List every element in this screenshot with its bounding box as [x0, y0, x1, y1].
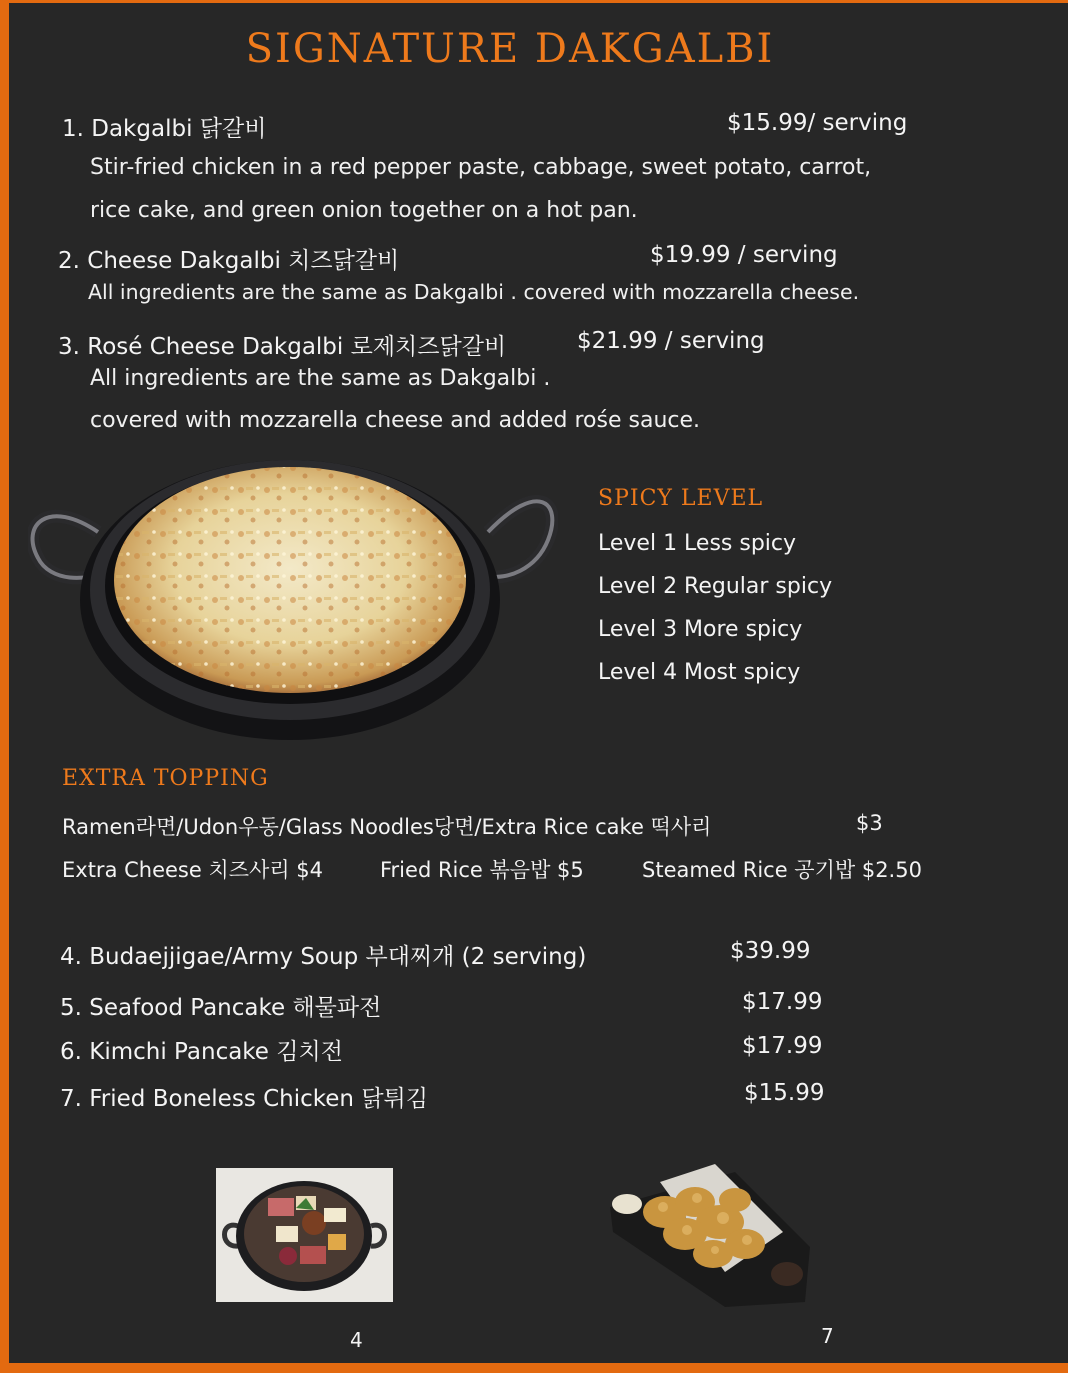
chicken-photo-caption: 7 [821, 1324, 834, 1348]
menu-item-2-name: 2. Cheese Dakgalbi 치즈닭갈비 [58, 248, 400, 274]
menu-item-3-desc-line2: covered with mozzarella cheese and added rośe sauce. [90, 408, 701, 433]
soup-photo-caption: 4 [350, 1328, 363, 1352]
menu-item-6-name: 6. Kimchi Pancake 김치전 [60, 1039, 343, 1065]
spicy-level-heading: SPICY LEVEL [598, 486, 764, 511]
topping-line-1-price: $3 [856, 811, 883, 835]
spicy-level-2: Level 2 Regular spicy [598, 574, 833, 599]
menu-item-3-name: 3. Rosé Cheese Dakgalbi 로제치즈닭갈비 [58, 334, 507, 360]
menu-item-1-desc-line2: rice cake, and green onion together on a hot pan. [90, 198, 638, 223]
menu-item-6-price: $17.99 [742, 1033, 823, 1059]
spicy-level-3: Level 3 More spicy [598, 617, 803, 642]
menu-item-1-name: 1. Dakgalbi 닭갈비 [62, 116, 267, 142]
menu-item-3-desc-line1: All ingredients are the same as Dakgalbi . [90, 366, 551, 391]
topping-steamed-rice: Steamed Rice 공기밥 $2.50 [642, 858, 922, 882]
menu-item-4-price: $39.99 [730, 938, 811, 964]
dakgalbi-pan-image [28, 440, 558, 745]
topping-line-1: Ramen라면/Udon우동/Glass Noodles당면/Extra Rice cake 떡사리 [62, 815, 712, 839]
menu-item-2-price: $19.99 / serving [650, 242, 838, 268]
army-soup-photo [216, 1168, 393, 1302]
spicy-level-1: Level 1 Less spicy [598, 531, 797, 556]
menu-item-7-name: 7. Fried Boneless Chicken 닭튀김 [60, 1086, 428, 1112]
topping-fried-rice: Fried Rice 볶음밥 $5 [380, 858, 584, 882]
topping-extra-cheese: Extra Cheese 치즈사리 $4 [62, 858, 323, 882]
extra-topping-heading: EXTRA TOPPING [62, 766, 269, 791]
menu-item-5-price: $17.99 [742, 989, 823, 1015]
menu-item-1-price: $15.99/ serving [727, 110, 908, 136]
page-title: SIGNATURE DAKGALBI [245, 26, 775, 72]
spicy-level-4: Level 4 Most spicy [598, 660, 801, 685]
menu-item-3-price: $21.99 / serving [577, 328, 765, 354]
menu-item-7-price: $15.99 [744, 1080, 825, 1106]
menu-item-2-desc: All ingredients are the same as Dakgalbi . covered with mozzarella cheese. [88, 280, 860, 304]
fried-chicken-photo [605, 1162, 815, 1312]
menu-item-4-name: 4. Budaejjigae/Army Soup 부대찌개 (2 serving) [60, 944, 587, 970]
menu-item-1-desc-line1: Stir-fried chicken in a red pepper paste, cabbage, sweet potato, carrot, [90, 155, 872, 180]
menu-item-5-name: 5. Seafood Pancake 해물파전 [60, 995, 382, 1021]
